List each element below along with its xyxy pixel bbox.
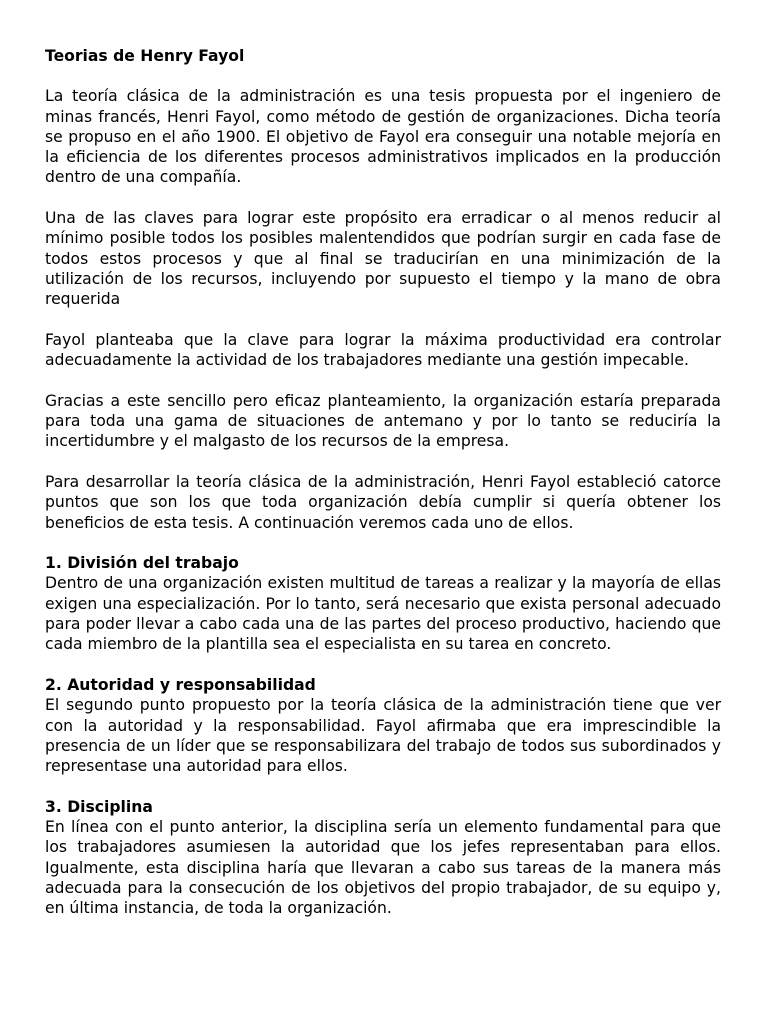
section-disciplina [45, 797, 721, 919]
section-autoridad-y-responsabilidad [45, 675, 721, 776]
paragraph-productividad: Fayol planteaba que la clave para lograr la máxima productividad era controlar adecuadamente la actividad de los trabajadores mediante una gestión impecable. [45, 330, 721, 370]
paragraph-intro: La teoría clásica de la administración es una tesis propuesta por el ingeniero de minas francés, Henri Fayol, como método de gestión de organizaciones. Dicha teoría se propuso en el año 1900. El objetivo de Fayol era conseguir una notable mejoría en la eficiencia de los diferentes procesos administrativos implicados en la producción dentro de una compañía. [45, 87, 721, 187]
section-heading: 2. Autoridad y responsabilidad [45, 675, 316, 694]
section-body: En línea con el punto anterior, la disciplina sería un elemento fundamental para que los trabajadores asumiesen la autoridad que los jefes representaban para ellos. Igualmente, esta disciplina haría que llevaran a cabo sus tareas de la manera más adecuada para la consecución de los objetivos del propio trabajador, de su equipo y, en última instancia, de toda la organización. [45, 817, 721, 918]
section-heading: 3. Disciplina [45, 797, 153, 816]
paragraph-claves: Una de las claves para lograr este propósito era erradicar o al menos reducir al mínimo posible todos los posibles malentendidos que podrían surgir en cada fase de todos estos procesos y que al final se traducirían en una minimización de la utilización de los recursos, incluyendo por supuesto el tiempo y la mano de obra requerida [45, 209, 721, 309]
document-page [45, 46, 721, 939]
section-body: Dentro de una organización existen multitud de tareas a realizar y la mayoría de ellas exigen una especialización. Por lo tanto, será necesario que exista personal adecuado para poder llevar a cabo cada una de las partes del proceso productivo, haciendo que cada miembro de la plantilla sea el especialista en su tarea en concreto. [45, 574, 721, 654]
section-body: El segundo punto propuesto por la teoría clásica de la administración tiene que ver con la autoridad y la responsabilidad. Fayol afirmaba que era imprescindible la presencia de un líder que se responsabilizara del trabajo de todos sus subordinados y representase una autoridad para ellos. [45, 696, 721, 776]
section-division-del-trabajo [45, 553, 721, 654]
paragraph-catorce-puntos: Para desarrollar la teoría clásica de la administración, Henri Fayol estableció catorce puntos que son los que toda organización debía cumplir si quería obtener los beneficios de esta tesis. A continuación veremos cada uno de ellos. [45, 472, 721, 532]
section-heading: 1. División del trabajo [45, 554, 239, 573]
document-title: Teorias de Henry Fayol [45, 47, 245, 65]
paragraph-planteamiento: Gracias a este sencillo pero eficaz planteamiento, la organización estaría preparada para toda una gama de situaciones de antemano y por lo tanto se reduciría la incertidumbre y el malgasto de los recursos de la empresa. [45, 391, 721, 451]
